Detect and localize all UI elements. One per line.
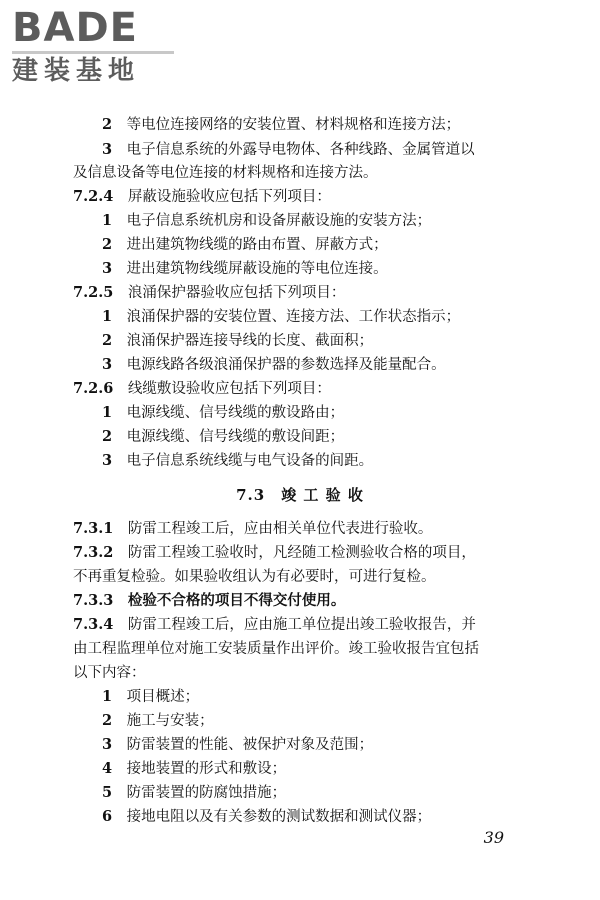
line-text: 进出建筑物线缆屏蔽设施的等电位连接。 [126,261,388,277]
clause-number: 7.3.2 [73,544,114,561]
text-line [73,378,331,400]
item-number: 2 [102,236,113,253]
text-line [102,734,373,756]
item-number: 3 [102,736,113,753]
clause-number: 7.3.3 [73,592,114,609]
text-line [102,426,344,448]
item-number: 2 [102,428,113,445]
line-text: 以下内容： [73,665,146,681]
line-text: 接地装置的形式和敷设； [126,761,287,777]
clause-number: 7.2.4 [73,188,114,205]
text-line [102,114,460,136]
text-line [73,518,432,540]
line-text: 不再重复检验。如果验收组认为有必要时，可进行复检。 [73,569,436,585]
text-line [73,186,331,208]
line-text: 项目概述； [126,689,200,705]
line-text: 防雷工程竣工后，应由相关单位代表进行验收。 [127,521,433,537]
line-text: 电源线缆、信号线缆的敷设路由； [126,405,345,421]
item-number: 6 [102,808,113,825]
clause-number: 7.3.4 [73,616,114,633]
item-number: 2 [102,116,113,133]
line-text: 及信息设备等电位连接的材料规格和连接方法。 [73,165,378,181]
line-text: 等电位连接网络的安装位置、材料规格和连接方法； [126,117,461,133]
text-line [73,542,476,564]
section-heading-7-3: 7.3 竣 工 验 收 [236,486,364,504]
line-text: 接地电阻以及有关参数的测试数据和测试仪器； [126,809,432,825]
line-text: 电源线缆、信号线缆的敷设间距； [126,429,345,445]
text-line [102,139,475,161]
item-number: 2 [102,332,113,349]
line-text: 防雷装置的性能、被保护对象及范围； [126,737,374,753]
line-text: 检验不合格的项目不得交付使用。 [127,592,346,609]
line-text: 浪涌保护器的安装位置、连接方法、工作状态指示； [126,309,461,325]
text-line [73,282,345,304]
text-line [102,758,286,780]
logo-subtitle: 建装基地 [12,56,141,86]
text-line [73,590,345,612]
line-text: 屏蔽设施验收应包括下列项目： [127,189,331,205]
text-line [73,162,378,184]
line-text: 由工程监理单位对施工安装质量作出评价。竣工验收报告宜包括 [73,641,479,657]
item-number: 1 [102,404,113,421]
text-line [73,662,146,684]
line-text: 防雷工程竣工验收时，凡经随工检测验收合格的项目， [127,545,476,561]
item-number: 3 [102,452,113,469]
line-text: 电源线路各级浪涌保护器的参数选择及能量配合。 [126,357,446,373]
line-text: 进出建筑物线缆的路由布置、屏蔽方式； [126,237,388,253]
text-line [73,638,479,660]
item-number: 1 [102,212,113,229]
text-line [102,450,373,472]
item-number: 3 [102,260,113,277]
clause-number: 7.2.6 [73,380,114,397]
text-line [102,258,388,280]
text-line [102,354,446,376]
line-text: 施工与安装； [126,713,214,729]
line-text: 线缆敷设验收应包括下列项目： [127,381,331,397]
line-text: 防雷装置的防腐蚀措施； [126,785,287,801]
line-text: 电子信息系统机房和设备屏蔽设施的安装方法； [126,213,432,229]
text-line [102,330,373,352]
text-line [73,566,436,588]
line-text: 电子信息系统线缆与电气设备的间距。 [126,453,374,469]
item-number: 5 [102,784,113,801]
text-line [102,234,388,256]
text-line [102,210,431,232]
item-number: 2 [102,712,113,729]
line-text: 电子信息系统的外露导电物体、各种线路、金属管道以 [126,142,475,158]
page-number: 39 [483,828,504,847]
clause-number: 7.3.1 [73,520,114,537]
text-line [102,782,286,804]
item-number: 1 [102,308,113,325]
line-text: 防雷工程竣工后，应由施工单位提出竣工验收报告，并 [127,617,476,633]
item-number: 4 [102,760,113,777]
text-line [102,806,431,828]
item-number: 3 [102,141,113,158]
line-text: 浪涌保护器验收应包括下列项目： [127,285,346,301]
text-line [102,402,344,424]
logo-brand: BADE [12,5,138,51]
text-line [102,686,199,708]
item-number: 3 [102,356,113,373]
text-line [102,306,460,328]
line-text: 浪涌保护器连接导线的长度、截面积； [126,333,374,349]
text-line [73,614,476,636]
item-number: 1 [102,688,113,705]
clause-number: 7.2.5 [73,284,114,301]
text-line [102,710,214,732]
